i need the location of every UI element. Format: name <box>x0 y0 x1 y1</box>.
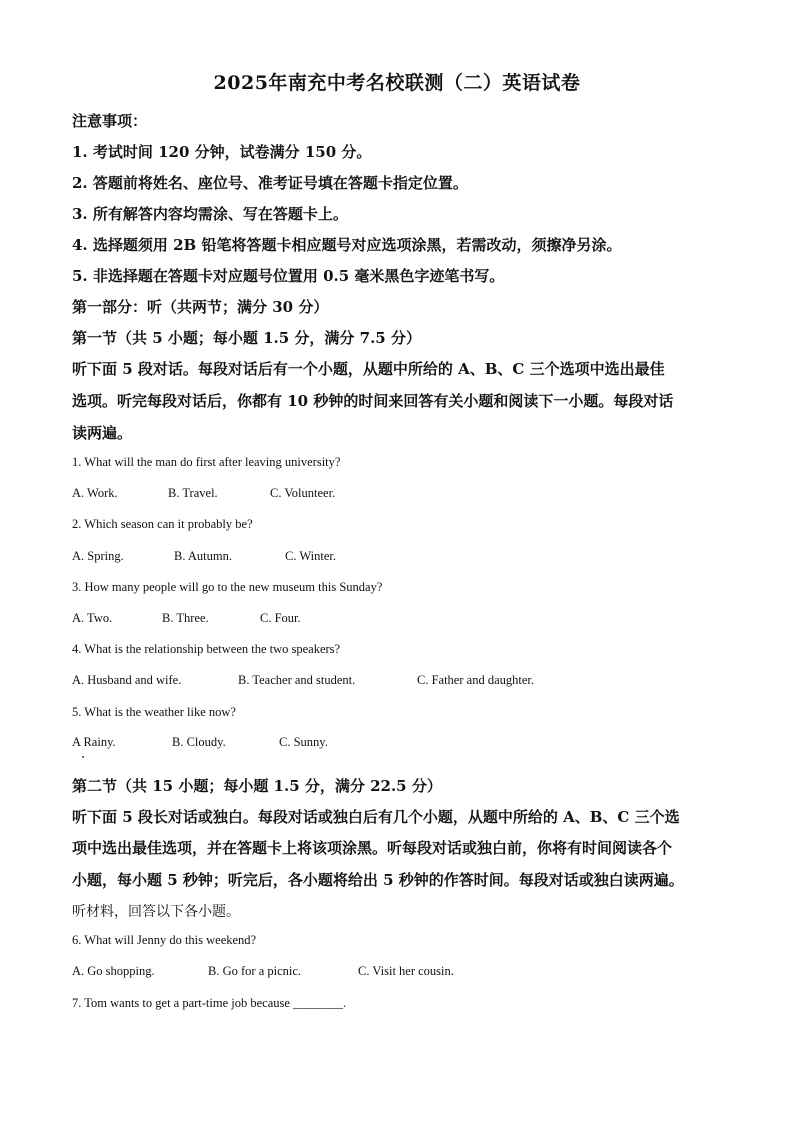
option-c: C. Sunny. <box>279 735 328 749</box>
question-text: 6. What will Jenny do this weekend? <box>72 933 257 947</box>
section2-instruction: 听下面 5 段长对话或独白。每段对话或独白后有几个小题，从题中所给的 A、B、C 三个选 <box>72 808 680 826</box>
question-text: 3. How many people will go to the new museum this Sunday? <box>72 580 383 594</box>
section1-heading: 第一节（共 5 小题；每小题 1.5 分，满分 7.5 分） <box>72 329 421 347</box>
section2-sub-instruction: 听材料，回答以下各小题。 <box>72 904 240 920</box>
option-b: B. Teacher and student. <box>238 673 356 687</box>
question-text: 2. Which season can it probably be? <box>72 517 253 531</box>
section2-instruction: 小题，每小题 5 秒钟；听完后，各小题将给出 5 秒钟的作答时间。每段对话或独白读两遍。 <box>72 871 684 889</box>
option-b: B. Three. <box>162 611 209 625</box>
section2-heading: 第二节（共 15 小题；每小题 1.5 分，满分 22.5 分） <box>72 777 442 795</box>
option-a: A. Husband and wife. <box>72 673 182 687</box>
section1-instruction: 选项。听完每段对话后，你都有 10 秒钟的时间来回答有关小题和阅读下一小题。每段对话 <box>72 392 674 410</box>
option-a: A. Go shopping. <box>72 964 155 978</box>
section1-instruction: 读两遍。 <box>72 424 133 442</box>
question-text: 7. Tom wants to get a part-time job because ________. <box>72 996 347 1010</box>
notice-item: 5. 非选择题在答题卡对应题号位置用 0.5 毫米黑色字迹笔书写。 <box>72 267 505 285</box>
question-text: 4. What is the relationship between the two speakers? <box>72 642 341 656</box>
option-a: A. Spring. <box>72 549 124 563</box>
notice-item: 4. 选择题须用 2B 铅笔将答题卡相应题号对应选项涂黑，若需改动，须擦净另涂。 <box>72 236 622 254</box>
option-c: C. Visit her cousin. <box>358 964 454 978</box>
option-c: C. Four. <box>260 611 301 625</box>
notice-item: 1. 考试时间 120 分钟，试卷满分 150 分。 <box>72 143 372 161</box>
option-a: A. Work. <box>72 486 118 500</box>
option-b: B. Cloudy. <box>172 735 226 749</box>
notice-heading: 注意事项： <box>72 112 148 130</box>
section1-instruction: 听下面 5 段对话。每段对话后有一个小题，从题中所给的 A、B、C 三个选项中选出最佳 <box>72 360 665 378</box>
notice-item: 2. 答题前将姓名、座位号、准考证号填在答题卡指定位置。 <box>72 174 468 192</box>
stray-dot <box>82 756 84 758</box>
page-title: 2025年南充中考名校联测（二）英语试卷 <box>213 72 581 94</box>
section2-instruction: 项中选出最佳选项，并在答题卡上将该项涂黑。听每段对话或独白前，你将有时间阅读各个 <box>72 839 673 857</box>
option-a: A. Two. <box>72 611 113 625</box>
part1-heading: 第一部分：听（共两节；满分 30 分） <box>72 298 329 316</box>
option-b: B. Autumn. <box>174 549 232 563</box>
question-text: 1. What will the man do first after leaving university? <box>72 455 341 469</box>
notice-item: 3. 所有解答内容均需涂、写在答题卡上。 <box>72 205 348 223</box>
option-c: C. Father and daughter. <box>417 673 534 687</box>
option-c: C. Volunteer. <box>270 486 336 500</box>
option-a: A Rainy. <box>72 735 116 749</box>
option-b: B. Go for a picnic. <box>208 964 302 978</box>
option-c: C. Winter. <box>285 549 337 563</box>
option-b: B. Travel. <box>168 486 218 500</box>
question-text: 5. What is the weather like now? <box>72 705 236 719</box>
